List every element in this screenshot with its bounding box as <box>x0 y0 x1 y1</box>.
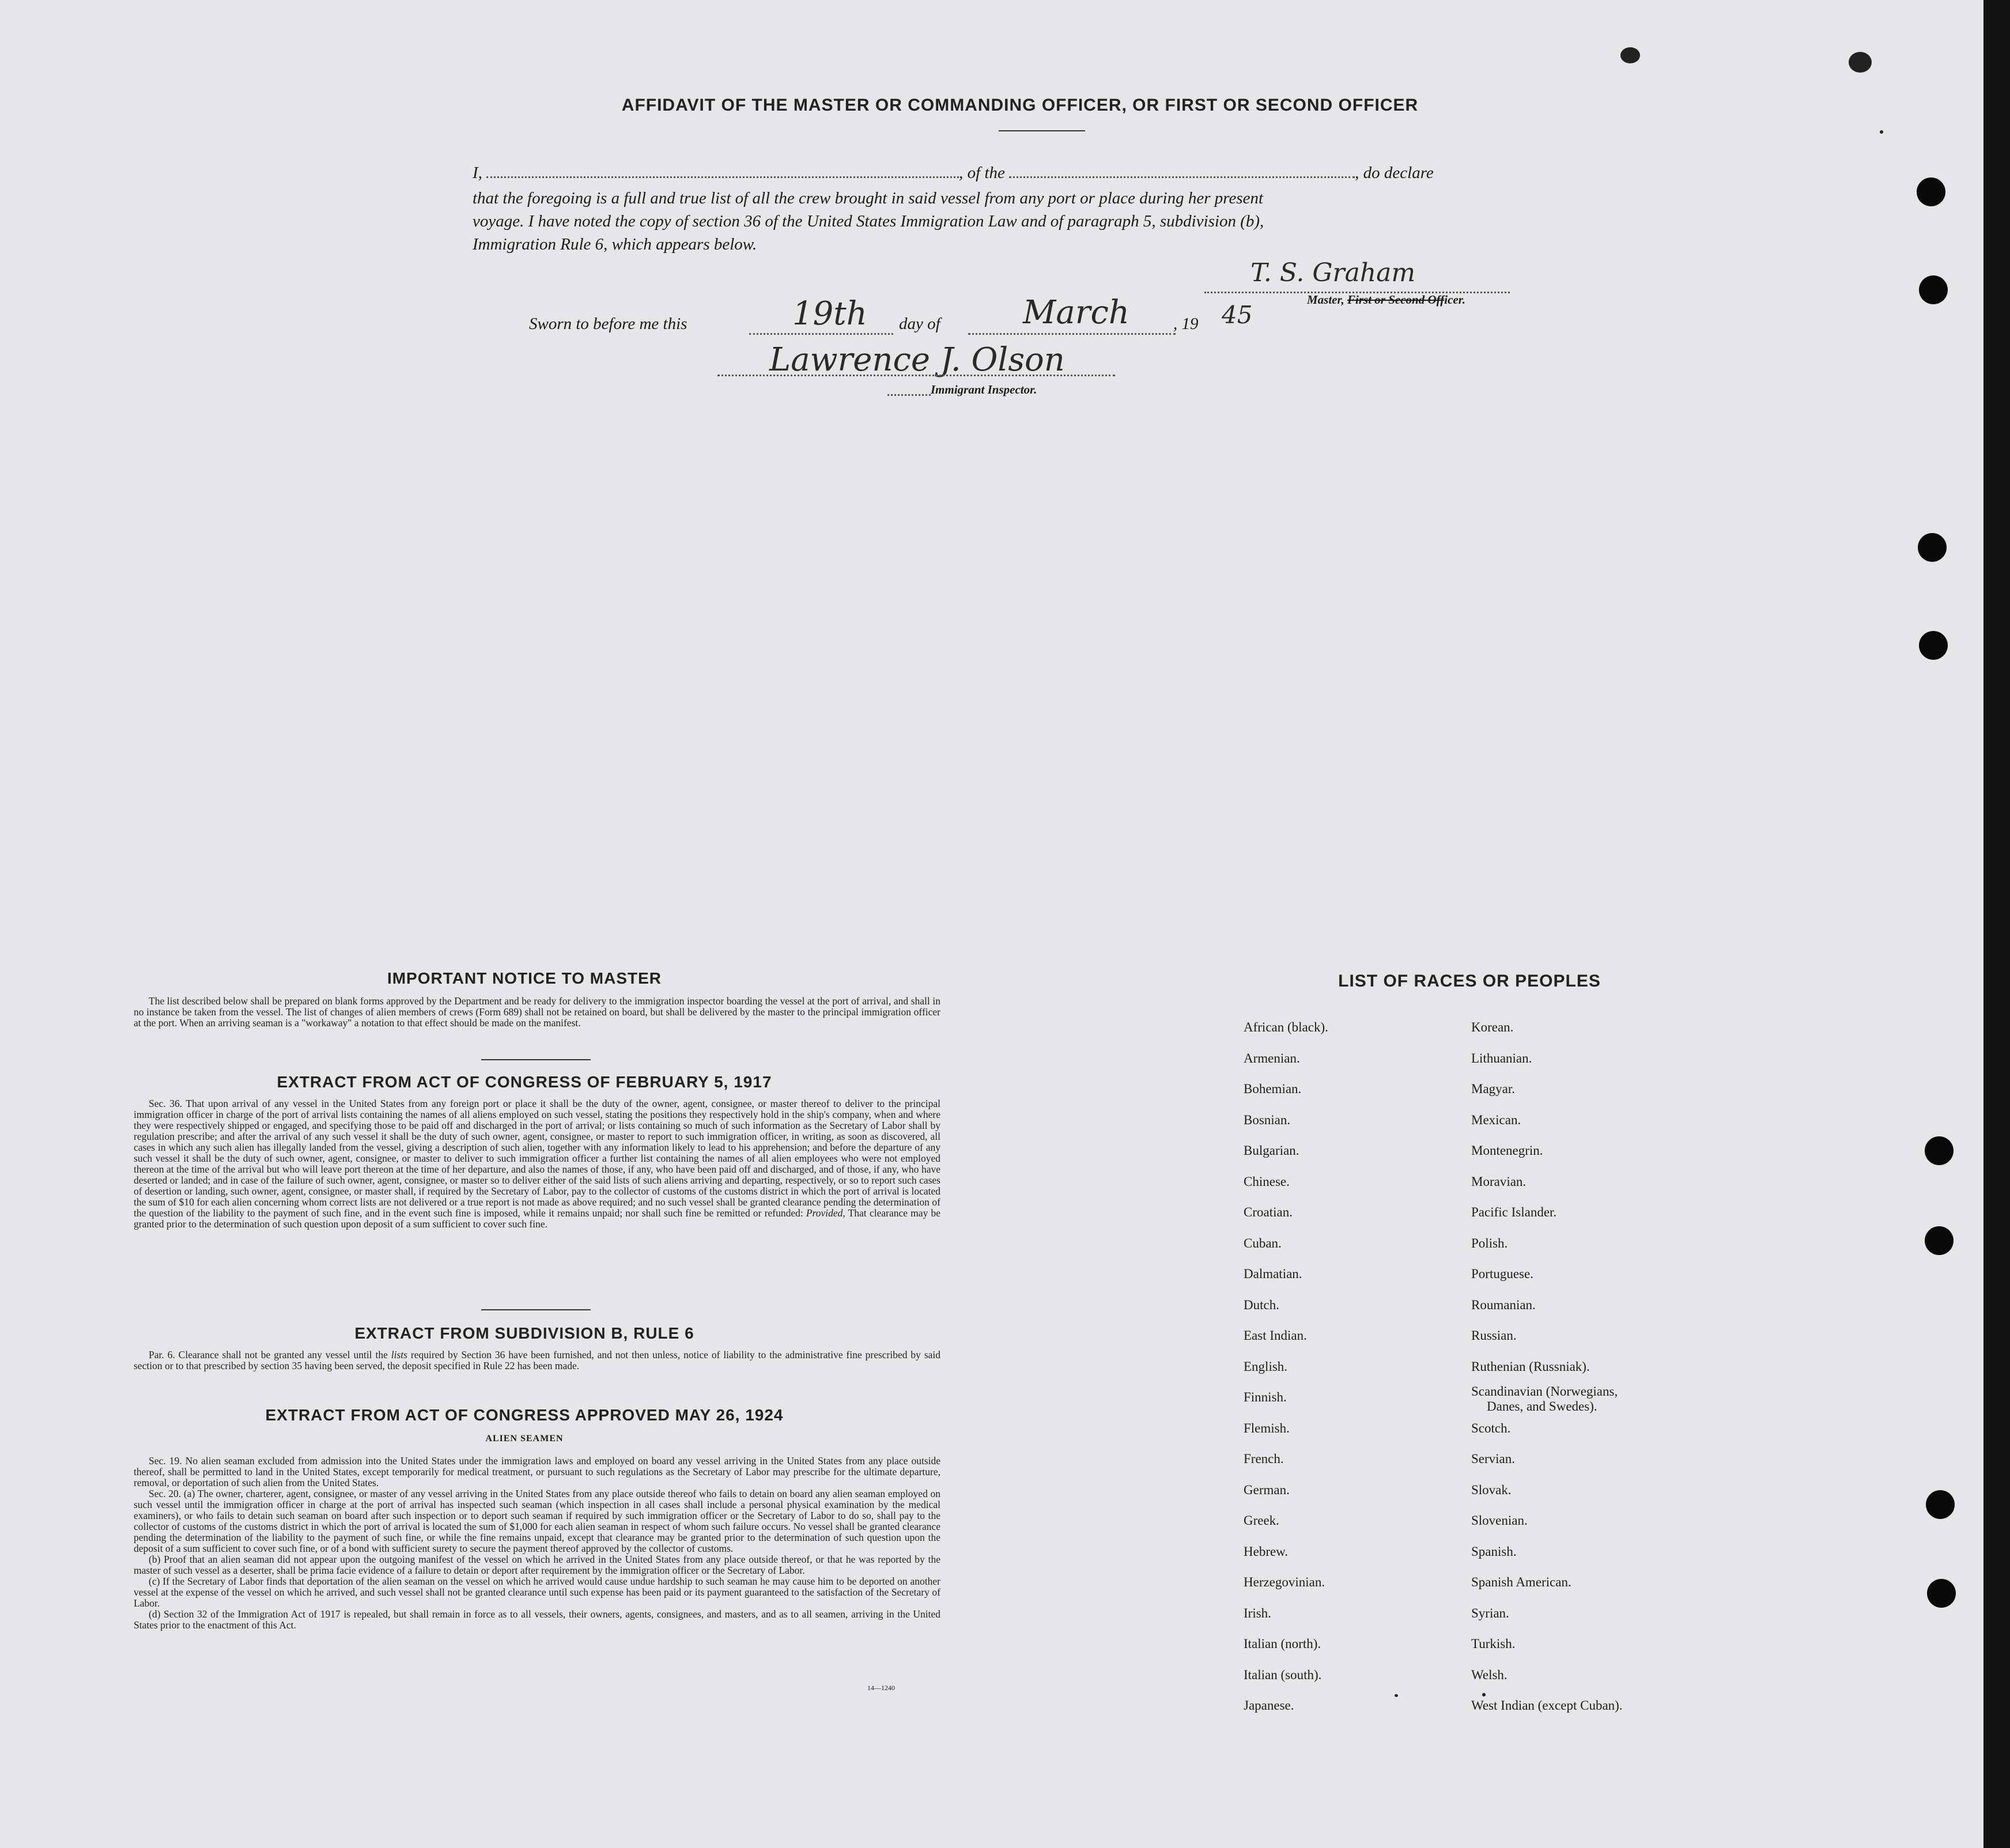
race-left-item: Italian (south). <box>1244 1668 1322 1682</box>
race-right-item: Ruthenian (Russniak). <box>1471 1359 1590 1374</box>
act-1917-proviso-rest: That clearance may be granted prior to the determination of such question upon deposit of a sum sufficient to cover such fine. <box>134 1207 941 1230</box>
declare-i: I, <box>473 164 482 182</box>
races-title: LIST OF RACES OR PEOPLES <box>1338 972 1601 991</box>
race-left-item: Cuban. <box>1244 1236 1282 1250</box>
affidavit-title: AFFIDAVIT OF THE MASTER OR COMMANDING OFFICER, OR FIRST OR SECOND OFFICER <box>621 96 1419 115</box>
ink-speck <box>1849 52 1872 73</box>
ink-speck <box>1620 47 1640 63</box>
title-rule <box>999 130 1085 131</box>
rule6-lists: lists <box>391 1349 407 1361</box>
rule6-paragraph <box>134 1350 940 1371</box>
race-left-item: French. <box>1244 1452 1284 1466</box>
race-right-item: Slovenian. <box>1471 1513 1528 1528</box>
race-left-item: Flemish. <box>1244 1421 1290 1435</box>
sworn-month: March <box>1023 294 1129 331</box>
act-1924-sec20a: Sec. 20. (a) The owner, charterer, agent, consignee, or master of any vessel arriving in the United States from any place outside thereof who fails to detain on board any alien seaman employed on such vessel until the immigration officer in charge at the port of arrival has inspected such seaman (which inspection in all cases shall include a personal physical examination by the medical examiners), or who fails to detain such seaman on board after such inspection or to deport such seaman if required by such immigration officer or the Secretary of Labor to do so, shall pay to the collector of customs of the customs district in which the port of arrival is located the sum of $1,000 for each alien seaman in respect of whom such failure occurs. No vessel shall be granted clearance pending the determination of the liability to the payment of such fine, or while the fine remains unpaid, except that clearance may be granted prior to the determination of such question upon the deposit of a sum sufficient to cover such fine, or of a bond with sufficient surety to secure the payment thereof approved by the collector of customs. <box>134 1488 940 1554</box>
race-right-item: Scotch. <box>1471 1421 1511 1435</box>
act-1917-title: EXTRACT FROM ACT OF CONGRESS OF FEBRUARY 5, 1917 <box>277 1073 772 1091</box>
race-right-item: Pacific Islander. <box>1471 1205 1557 1219</box>
scan-edge <box>1983 0 2010 1848</box>
ink-speck <box>1880 130 1883 134</box>
officer-name-field[interactable] <box>486 173 959 178</box>
race-left-item: Hebrew. <box>1244 1544 1289 1559</box>
notice-title: IMPORTANT NOTICE TO MASTER <box>387 969 662 987</box>
punch-hole <box>1925 1136 1954 1165</box>
declare-do-declare: , do declare <box>1355 164 1434 182</box>
race-left-item: German. <box>1244 1483 1290 1497</box>
race-right-item: Slovak. <box>1471 1483 1512 1497</box>
punch-hole <box>1919 275 1948 304</box>
race-right-item: Roumanian. <box>1471 1298 1536 1312</box>
race-left-item: Dutch. <box>1244 1298 1279 1312</box>
act-1924-sec19: Sec. 19. No alien seaman excluded from admission into the United States under the immigration laws and employed on board any vessel arriving in the United States from any place outside thereof, shall be permitted to land in the United States, except temporarily for medical treatment, or pursuant to such regulations as the Secretary of Labor may prescribe for the ultimate departure, removal, or deportation of such alien from the United States. <box>134 1455 940 1488</box>
rule6-text <box>134 1350 940 1371</box>
declaration-line-1 <box>473 161 1562 184</box>
inspector-signature: Lawrence J. Olson <box>769 341 1065 379</box>
act-1917-proviso: Provided, <box>806 1207 845 1219</box>
act-1917-body: Sec. 36. That upon arrival of any vessel in the United States from any foreign port or place it shall be the duty of the owner, agent, consignee, or master thereof to deliver to the principal immigration officer in charge of the port of arrival lists containing the names of all aliens employed on such vessel, stating the positions they respectively hold in the ship's company, when and where they were respectively shipped or engaged, and specifying those to be paid off and discharged in the port of arrival; or lists containing so much of such information as the Secretary of Labor shall by regulation prescribe; and after the arrival of any such vessel it shall be the duty of such owner, agent, consignee, or master to report to such immigration officer, in writing, as soon as discovered, all cases in which any such alien has illegally landed from the vessel, giving a description of such alien, together with any information likely to lead to his apprehension; and before the departure of any such vessel it shall be the duty of such owner, agent, consignee, or master to deliver to such immigration officer a further list containing the names of all alien employees who were not employed thereon at the time of the arrival but who will leave port thereon at the time of her departure, and also the names of those, if any, who have been paid off and discharged, and of those, if any, who have deserted or landed; and in case of the failure of such owner, agent, consignee, or master so to deliver either of the said lists of such aliens arriving and departing, respectively, or so to report such cases of desertion or landing, such owner, agent, consignee, or master shall, if required by the Secretary of Labor, pay to the collector of customs of the customs district in which the port of arrival is located the sum of $10 for each alien concerning whom correct lists are not delivered or a true report is not made as above required; and no such vessel shall be granted clearance pending the determination of the question of the liability to the payment of such fine, and in the event such fine is imposed, while it remains unpaid; nor shall such fine be remitted or refunded: <box>134 1098 940 1219</box>
rule6-title: EXTRACT FROM SUBDIVISION B, RULE 6 <box>354 1324 694 1342</box>
act-1924-sec20b: (b) Proof that an alien seaman did not appear upon the outgoing manifest of the vessel on which he arrived in the United States from any place outside thereof, or that he was reported by the master of such vessel as a deserter, shall be prima facie evidence of a failure to detain or deport after requirement by the immigration officer or the Secretary of Labor. <box>134 1554 940 1576</box>
race-right-item: Turkish. <box>1471 1637 1516 1651</box>
race-left-item: Italian (north). <box>1244 1637 1321 1651</box>
race-right-item: Magyar. <box>1471 1082 1516 1096</box>
rule6-body-a: Par. 6. Clearance shall not be granted any vessel until the <box>149 1349 388 1361</box>
form-number: 14—1240 <box>867 1684 895 1692</box>
act-1924-sec20c: (c) If the Secretary of Labor finds that deportation of the alien seaman on the vessel on which he arrived would cause undue hardship to such seaman he may cause him to be deported on another vessel at the expense of the vessel on which he arrived, and such vessel shall not be granted clearance until such expense has been paid or its payment guaranteed to the satisfaction of the Secretary of Labor. <box>134 1575 940 1609</box>
master-signature: T. S. Graham <box>1250 258 1416 288</box>
race-left-item: Herzegovinian. <box>1244 1575 1325 1589</box>
master-caption-text: Master, <box>1307 293 1344 307</box>
sworn-label: Sworn to before me this <box>529 315 687 333</box>
act-1924-text <box>134 1456 940 1631</box>
declaration-line-3: voyage. I have noted the copy of section 36 of the United States Immigration Law and of paragraph 5, subdivision (b), <box>473 212 1264 230</box>
sworn-day: 19th <box>792 295 867 332</box>
race-right-item: Servian. <box>1471 1452 1516 1466</box>
race-left-item: Dalmatian. <box>1244 1267 1302 1281</box>
punch-hole <box>1917 177 1945 206</box>
punch-hole <box>1927 1579 1956 1608</box>
inspector-caption: Immigrant Inspector. <box>931 383 1037 396</box>
punch-hole <box>1919 631 1948 660</box>
inspector-signature-line <box>717 375 1115 376</box>
race-right-item: Spanish American. <box>1471 1575 1571 1589</box>
act-1917-text <box>134 1098 940 1230</box>
race-left-item: African (black). <box>1244 1020 1328 1034</box>
race-right-item: Polish. <box>1471 1236 1508 1250</box>
race-left-item: Bohemian. <box>1244 1082 1302 1096</box>
punch-hole <box>1918 533 1947 562</box>
race-left-item: Irish. <box>1244 1606 1271 1620</box>
race-right-item: West Indian (except Cuban). <box>1471 1698 1623 1713</box>
race-left-item: Bulgarian. <box>1244 1143 1299 1158</box>
punch-hole <box>1926 1490 1955 1519</box>
race-right-item: Welsh. <box>1471 1668 1508 1682</box>
race-right-item: Korean. <box>1471 1020 1514 1034</box>
section-rule <box>481 1309 591 1310</box>
race-left-item: English. <box>1244 1359 1288 1374</box>
race-left-item: Bosnian. <box>1244 1113 1291 1127</box>
declaration-line-2: that the foregoing is a full and true list of all the crew brought in said vessel from any port or place during her present <box>473 189 1264 207</box>
master-caption-end: icer. <box>1444 293 1465 307</box>
race-right-item: Lithuanian. <box>1471 1051 1532 1065</box>
race-right-item: Russian. <box>1471 1328 1517 1343</box>
declaration-line-4: Immigration Rule 6, which appears below. <box>473 235 757 254</box>
race-right-item: Spanish. <box>1471 1544 1517 1559</box>
race-left-item: Chinese. <box>1244 1174 1290 1189</box>
ink-speck <box>1395 1694 1398 1697</box>
race-right-item: Moravian. <box>1471 1174 1527 1189</box>
act-1917-paragraph <box>134 1098 940 1230</box>
declare-of-the: , of the <box>959 164 1005 182</box>
act-1924-title: EXTRACT FROM ACT OF CONGRESS APPROVED MAY 26, 1924 <box>265 1406 784 1424</box>
race-left-item: Japanese. <box>1244 1698 1294 1713</box>
master-caption-struck: First or Second Off <box>1347 293 1445 307</box>
act-1924-sec20d: (d) Section 32 of the Immigration Act of 1917 is repealed, but shall remain in force as to all vessels, their owners, agents, consignees, and masters, and as to all seamen, arriving in the United States prior to the enactment of this Act. <box>134 1608 940 1631</box>
ink-speck <box>1482 1693 1486 1696</box>
vessel-name-field[interactable] <box>1009 173 1355 178</box>
notice-paragraph: The list described below shall be prepared on blank forms approved by the Department and be ready for delivery to the immigration inspector boarding the vessel at the port of arrival, and shall in no instance be taken from the vessel. The list of changes of alien members of crews (Form 689) shall not be retained on board, but shall be delivered by the master to the principal immigration officer at the port. When an arriving seaman is a "workaway" a notation to that effect should be made on the manifest. <box>134 995 940 1029</box>
race-left-item: Armenian. <box>1244 1051 1300 1065</box>
race-left-item: Finnish. <box>1244 1390 1287 1404</box>
race-right-item: Scandinavian (Norwegians, <box>1471 1384 1618 1399</box>
year-prefix: , 19 <box>1173 315 1199 333</box>
race-right-item-continued: Danes, and Swedes). <box>1487 1399 1597 1414</box>
race-right-item: Syrian. <box>1471 1606 1509 1620</box>
rule6-body-b: required by Section 36 have been furnished, and not then unless, notice of liability to the administrative fine prescribed by said section or to that prescribed by section 35 having been served, the deposit specified in Rule 22 has been made. <box>134 1349 941 1371</box>
race-right-item: Montenegrin. <box>1471 1143 1543 1158</box>
sworn-year: 45 <box>1222 301 1253 329</box>
punch-hole <box>1925 1226 1954 1255</box>
inspector-signature-line-2 <box>887 394 931 396</box>
master-caption <box>1307 293 1465 307</box>
act-1924-subtitle: ALIEN SEAMEN <box>485 1434 564 1443</box>
race-right-item: Mexican. <box>1471 1113 1521 1127</box>
race-left-item: Greek. <box>1244 1513 1279 1528</box>
day-of-label: day of <box>899 315 940 333</box>
section-rule <box>481 1059 591 1060</box>
notice-text <box>134 996 940 1029</box>
race-left-item: Croatian. <box>1244 1205 1293 1219</box>
race-left-item: East Indian. <box>1244 1328 1307 1343</box>
race-right-item: Portuguese. <box>1471 1267 1533 1281</box>
